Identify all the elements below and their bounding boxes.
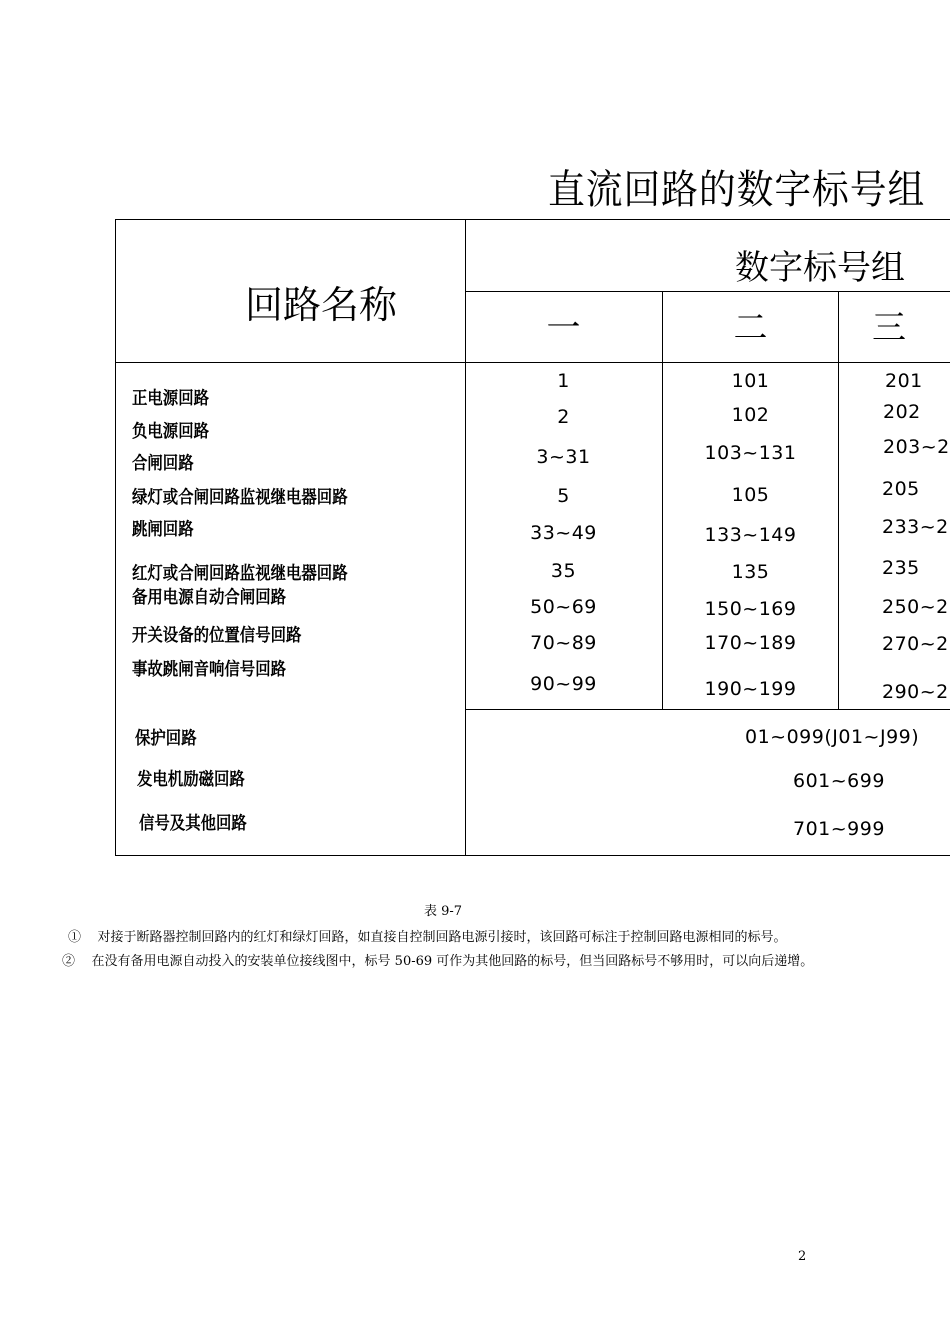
cell-col1: 90~99 [530,673,597,695]
cell-col2: 102 [731,404,770,426]
cell-col2: 135 [731,561,770,583]
page-number: 2 [798,1249,807,1264]
cell-col3: 233~2 [882,516,949,538]
cell-col2: 150~169 [704,598,797,620]
row-name: 事故跳闸音响信号回路 [132,660,286,680]
note-marker: ② [62,954,76,969]
note-2 [62,950,813,969]
row-name: 正电源回路 [132,389,209,409]
note-marker: ① [68,930,82,945]
note-text: 对接于断路器控制回路内的红灯和绿灯回路，如直接自控制回路电源引接时，该回路可标注于控制回路电源相同的标号。 [97,930,787,945]
header-col-2: 二 [733,308,768,348]
cell-col1: 33~49 [530,522,597,544]
merged-row-name: 信号及其他回路 [139,814,247,834]
cell-col3: 205 [882,478,920,500]
table-caption: 表 9-7 [424,904,463,919]
cell-col2: 103~131 [704,442,797,464]
row-name: 开关设备的位置信号回路 [132,626,302,646]
cell-col1: 2 [557,406,570,428]
cell-col1: 35 [550,560,577,582]
note-1 [68,926,787,945]
row-name: 负电源回路 [132,422,209,442]
cell-col1: 5 [557,485,570,507]
cell-col3: 270~2 [882,633,949,655]
row-name: 绿灯或合闸回路监视继电器回路 [132,488,348,508]
note-text: 在没有备用电源自动投入的安装单位接线图中，标号 50-69 可作为其他回路的标号，但当回路标号不够用时，可以向后递增。 [91,954,814,969]
cell-col2: 190~199 [704,678,797,700]
cell-col2: 170~189 [704,632,797,654]
cell-col3: 250~2 [882,596,949,618]
cell-col3: 202 [883,401,921,423]
merged-row-name: 保护回路 [135,729,197,749]
table-title: 直流回路的数字标号组 [548,167,926,213]
header-col-1: 一 [546,308,581,348]
merged-row-name: 发电机励磁回路 [137,770,245,790]
cell-col1: 3~31 [536,446,591,468]
row-name: 跳闸回路 [132,520,194,540]
cell-col3: 290~2 [882,681,949,703]
row-name: 备用电源自动合闸回路 [132,588,286,608]
cell-col1: 50~69 [530,596,597,618]
cell-col3: 203~2 [883,436,950,458]
cell-col1: 70~89 [530,632,597,654]
header-number-group: 数字标号组 [735,248,905,288]
cell-col3: 235 [882,557,920,579]
row-name: 合闸回路 [132,454,194,474]
header-col-3: 三 [872,308,906,348]
row-name: 红灯或合闸回路监视继电器回路 [132,564,348,584]
merged-row-value: 601~699 [793,770,885,792]
merged-row-value: 01~099(J01~J99) [745,726,920,748]
merged-row-value: 701~999 [793,818,885,840]
cell-col2: 133~149 [704,524,797,546]
header-circuit-name: 回路名称 [245,283,398,327]
cell-col3: 201 [885,370,923,392]
cell-col1: 1 [557,370,570,392]
cell-col2: 101 [731,370,770,392]
cell-col2: 105 [731,484,770,506]
